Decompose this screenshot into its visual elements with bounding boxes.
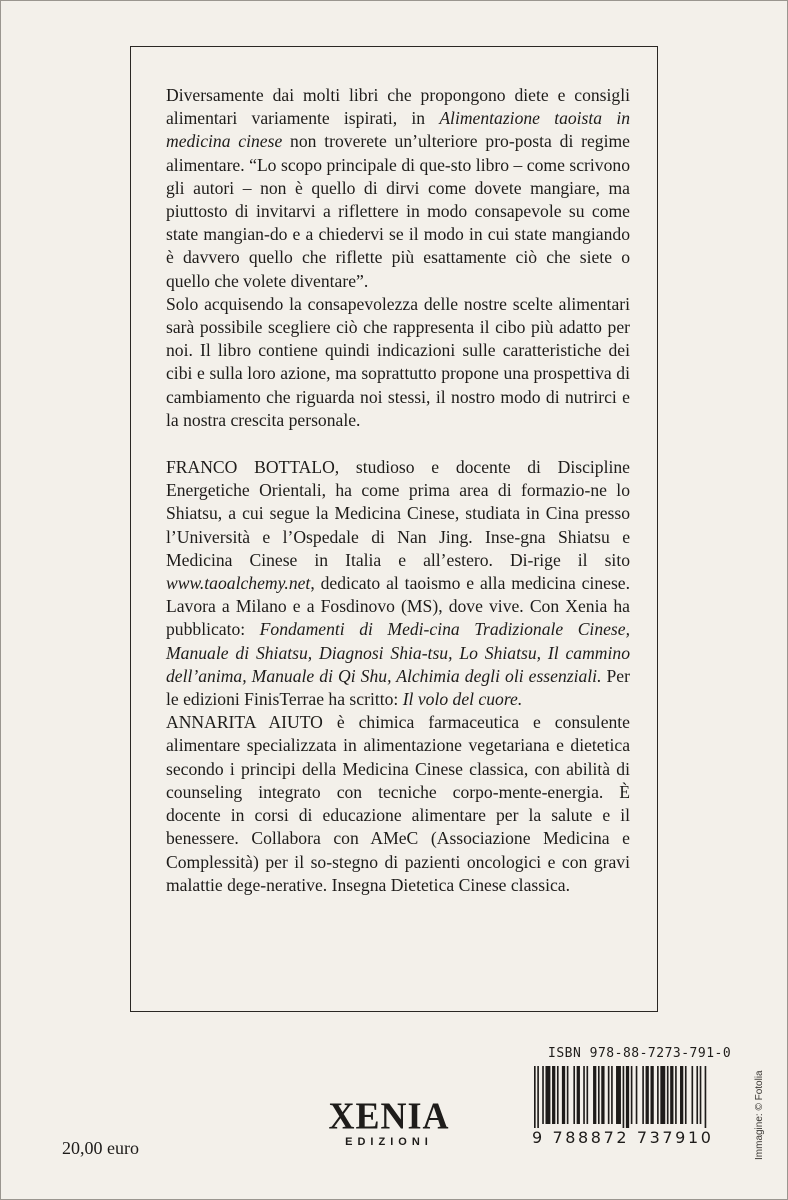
barcode-bar bbox=[567, 1066, 569, 1124]
bio-text: , dedicato al taoismo e alla medicina cinese. Lavora a Milano e a Fosdinovo (MS), dove vive. Con Xenia ha pubblicato: bbox=[166, 573, 630, 640]
website-link: www.taoalchemy.net bbox=[166, 573, 311, 594]
blurb-text: non troverete un’ulteriore pro-posta di regime alimentare. “Lo scopo principale di que-sto libro – come scrivono gli autori – non è quello di dirvi come dovete mangiare, ma piuttosto di invitarvi a riflettere in modo consapevole su come state mangian-do e a chiedervi se il modo in cui state mangiando è davvero quello che riflette più esattamente ciò che siete o quello che volete diventare”. bbox=[166, 131, 630, 291]
blurb-paragraph-2: Solo acquisendo la consapevolezza delle nostre scelte alimentari sarà possibile scegliere ciò che rappresenta il cibo più adatto per noi. Il libro contiene quindi indicazioni sulle caratteristiche dei cibi e sulla loro azione, ma soprattutto propone una prospettiva di cambiamento che riguarda noi stessi, il nostro modo di nutrirci e la nostra crescita personale. bbox=[166, 293, 630, 430]
author-bio-bottalo bbox=[166, 456, 630, 711]
barcode-bar bbox=[593, 1066, 596, 1124]
barcode-bar bbox=[557, 1066, 559, 1124]
barcode-bar bbox=[636, 1066, 638, 1124]
bio-text: Per le edizioni FinisTerrae ha scritto: bbox=[166, 665, 630, 710]
barcode-bar bbox=[616, 1066, 621, 1124]
publisher-logo bbox=[318, 1095, 460, 1148]
barcode-digits: 9 788872 737910 bbox=[532, 1128, 714, 1147]
barcode-bar bbox=[685, 1066, 687, 1124]
blurb-paragraph-1 bbox=[166, 84, 630, 293]
barcode bbox=[532, 1066, 742, 1128]
barcode-bar bbox=[675, 1066, 677, 1124]
isbn-label: ISBN 978-88-7273-791-0 bbox=[548, 1046, 732, 1061]
book-title: Alimentazione taoista in medicina cinese bbox=[166, 108, 630, 152]
book-title: Il volo del cuore. bbox=[402, 689, 523, 710]
bio-text: FRANCO BOTTALO, studioso e docente di Discipline Energetiche Orientali, ha come prima area di formazio-ne lo Shiatsu, a cui segue la Medicina Cinese, studiata in Cina presso l’Università e l’Ospedale di Nan Jing. Inse-gna Shiatsu e Medicina Cinese in Italia e all’estero. Di-rige il sito bbox=[166, 457, 630, 570]
barcode-bar bbox=[534, 1066, 536, 1128]
barcode-bar bbox=[646, 1066, 649, 1124]
barcode-bar bbox=[650, 1066, 653, 1124]
price: 20,00 euro bbox=[62, 1138, 139, 1158]
publisher-name: XENIA bbox=[328, 1095, 450, 1137]
publisher-sub: EDIZIONI bbox=[345, 1136, 433, 1148]
barcode-bar bbox=[700, 1066, 702, 1124]
barcode-bar bbox=[537, 1066, 539, 1128]
barcode-bar bbox=[608, 1066, 610, 1124]
blurb-text: Diversamente dai molti libri che propongono diete e consigli alimentari variamente ispirati, in bbox=[166, 85, 630, 129]
barcode-bar bbox=[692, 1066, 694, 1124]
barcode-bar bbox=[623, 1066, 625, 1128]
barcode-bar bbox=[696, 1066, 698, 1124]
barcode-bar bbox=[587, 1066, 589, 1124]
image-credit: Immagine: © Fotolia bbox=[754, 1070, 765, 1160]
barcode-bar bbox=[552, 1066, 555, 1124]
barcode-bar bbox=[705, 1066, 707, 1128]
barcode-bar bbox=[667, 1066, 669, 1124]
barcode-bar bbox=[626, 1066, 629, 1128]
barcode-bar bbox=[657, 1066, 659, 1124]
barcode-bar bbox=[545, 1066, 550, 1124]
author-bio-aiuto: ANNARITA AIUTO è chimica farmaceutica e consulente alimentare specializzata in alimentazione vegetariana e dietetica secondo i principi della Medicina Cinese classica, con abilità di counseling integrato con tecniche corpo-mente-energia. È docente in corsi di educazione alimentare per la salute e il benessere. Collabora con AMeC (Associazione Medicina e Complessità) per il so-stegno di pazienti oncologici e con gravi malattie dege-nerative. Insegna Dietetica Cinese classica. bbox=[166, 712, 630, 895]
barcode-bar bbox=[577, 1066, 580, 1124]
barcode-bar bbox=[573, 1066, 575, 1124]
barcode-bar bbox=[583, 1066, 585, 1124]
barcode-bar bbox=[542, 1066, 544, 1124]
barcode-bar bbox=[670, 1066, 673, 1124]
book-list: Fondamenti di Medi-cina Tradizionale Cinese, Manuale di Shiatsu, Diagnosi Shia-tsu, Lo Shiatsu, Il cammino dell’anima, Manuale di Qi Shu, Alchimia degli oli essenziali. bbox=[166, 619, 630, 686]
barcode-bar bbox=[660, 1066, 665, 1124]
barcode-bar bbox=[680, 1066, 683, 1124]
back-cover-text bbox=[166, 84, 630, 897]
barcode-bar bbox=[598, 1066, 600, 1124]
barcode-bar bbox=[631, 1066, 633, 1124]
barcode-bar bbox=[642, 1066, 644, 1124]
barcode-bar bbox=[562, 1066, 565, 1124]
barcode-bar bbox=[611, 1066, 613, 1124]
barcode-bar bbox=[601, 1066, 604, 1124]
